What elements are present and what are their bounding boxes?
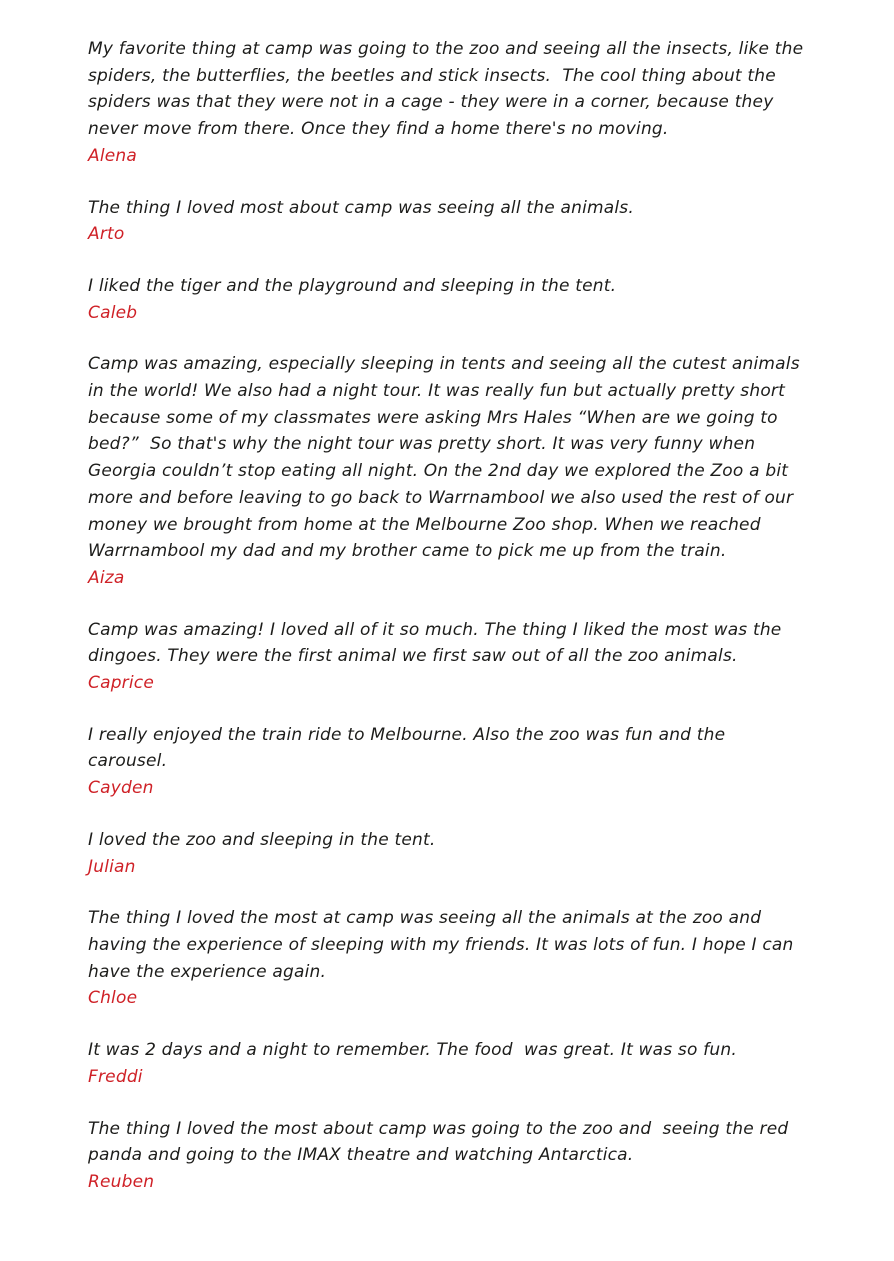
author-name: Chloe [88, 988, 138, 1009]
author-name: Reuben [88, 1171, 155, 1192]
author-name: Aiza [88, 567, 125, 588]
testimonial-entry [88, 1037, 806, 1090]
quote-text: Camp was amazing! I loved all of it so much. The thing I liked the most was the dingoes. They were the first animal we first saw out of all the zoo animals. [88, 619, 788, 667]
quote-text: It was 2 days and a night to remember. The food was great. It was so fun. [88, 1040, 737, 1061]
quote-text: The thing I loved most about camp was seeing all the animals. [88, 197, 634, 218]
testimonial-entry [88, 905, 806, 1012]
testimonial-list [88, 36, 809, 1196]
testimonial-entry [88, 273, 806, 326]
author-name: Caleb [88, 302, 138, 323]
testimonial-entry [88, 195, 806, 248]
quote-text: I loved the zoo and sleeping in the tent. [88, 829, 436, 850]
author-name: Freddi [88, 1066, 143, 1087]
quote-text: The thing I loved the most at camp was seeing all the animals at the zoo and having the experience of sleeping with my friends. It was lots of fun. I hope I can have the experience again. [88, 908, 800, 982]
testimonial-entry [88, 827, 806, 880]
quote-text: I liked the tiger and the playground and sleeping in the tent. [88, 275, 617, 296]
quote-text: Camp was amazing, especially sleeping in tents and seeing all the cutest animals in the world! We also had a night tour. It was really fun but actually pretty short because some of my classmates were asking Mrs Hales “When are we going to bed?” So that's why the night tour was pretty short. It was very funny when Georgia couldn’t stop eating all night. On the 2nd day we explored the Zoo a bit more and before leaving to go back to Warrnambool we also used the rest of our money we brought from home at the Melbourne Zoo shop. When we reached Warrnambool my dad and my brother came to pick me up from the train. [88, 354, 806, 562]
quote-text: The thing I loved the most about camp was going to the zoo and seeing the red panda and going to the IMAX theatre and watching Antarctica. [88, 1118, 794, 1166]
quote-text: I really enjoyed the train ride to Melbourne. Also the zoo was fun and the carousel. [88, 724, 731, 772]
testimonial-entry [88, 1116, 806, 1196]
testimonial-entry [88, 722, 806, 802]
author-name: Arto [88, 224, 125, 245]
quote-text: My favorite thing at camp was going to the zoo and seeing all the insects, like the spiders, the butterflies, the beetles and stick insects. The cool thing about the spiders was that they were not in a cage - they were in a corner, because they never move from there. Once they find a home there's no moving. [88, 39, 809, 140]
author-name: Julian [88, 856, 136, 877]
author-name: Caprice [88, 673, 154, 694]
testimonial-entry [88, 617, 806, 697]
author-name: Cayden [88, 778, 154, 799]
testimonial-entry [88, 351, 806, 591]
testimonial-entry [88, 36, 809, 170]
author-name: Alena [88, 145, 138, 166]
